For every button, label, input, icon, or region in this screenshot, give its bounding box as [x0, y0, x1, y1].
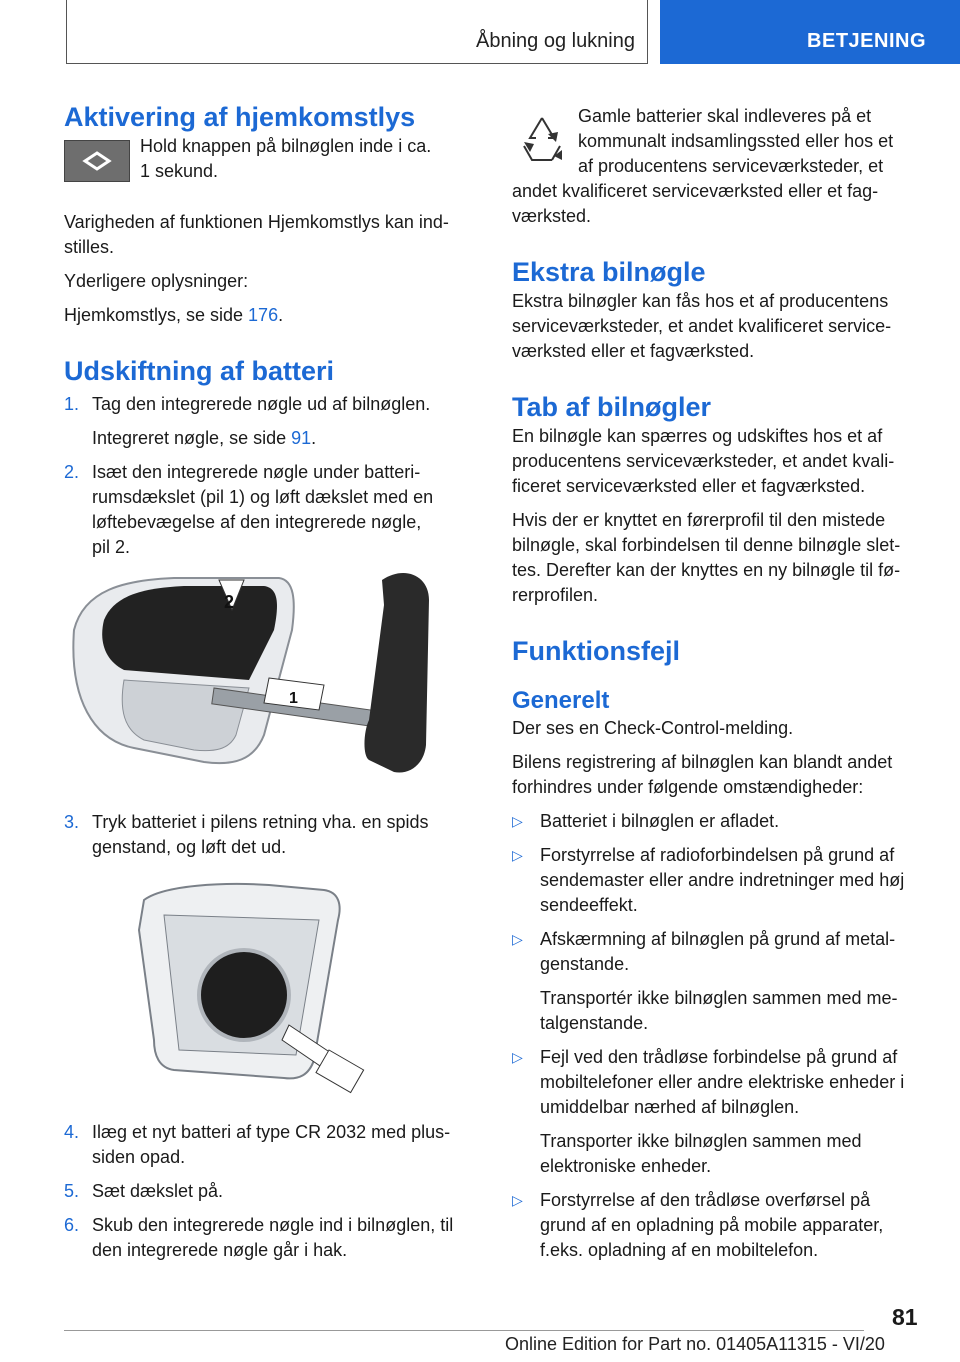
- step-6: 6. Skub den integrerede nøgle ind i bilnøglen, til den integrerede nøgle går i hak.: [64, 1215, 454, 1260]
- heading-udskiftning: Udskiftning af batteri: [64, 356, 335, 386]
- paragraph-duration-2: stilles.: [64, 237, 115, 257]
- triangle-bullet-icon: ▷: [512, 847, 523, 863]
- cause-2: ▷ Forstyrrelse af radioforbindelsen på grund af sendemaster eller andre indretninger med høj sendeeffekt.: [512, 845, 905, 915]
- triangle-bullet-icon: ▷: [512, 813, 523, 829]
- header-chapter-title: BETJENING: [807, 30, 926, 52]
- figure-battery: [64, 860, 482, 1120]
- steps-list: [64, 392, 482, 1263]
- heading-hjemkomstlys: Aktivering af hjemkomstlys: [64, 102, 416, 132]
- triangle-bullet-icon: ▷: [512, 931, 523, 947]
- key-opening-illustration: [64, 560, 482, 810]
- key-button-instruction: [64, 134, 482, 210]
- battery-illustration: [64, 860, 482, 1120]
- button-text-line-2: 1 sekund.: [140, 161, 219, 181]
- step-4: 4. Ilæg et nyt batteri af type CR 2032 med plus- siden opad.: [64, 1122, 451, 1167]
- footer-divider: [64, 1330, 864, 1331]
- cause-1: ▷ Batteriet i bilnøglen er afladet.: [512, 809, 930, 834]
- cause-5: ▷ Forstyrrelse af den trådløse overførsel på grund af en opladning på mobile apparater, f.eks. opladning af en mobiltelefon.: [512, 1190, 884, 1260]
- heading-ekstra-bilnoegle: Ekstra bilnøgle: [512, 257, 706, 287]
- causes-list: [512, 809, 930, 1263]
- cause-3: ▷ Afskærmning af bilnøglen på grund af metal- genstande. Transportér ikke bilnøglen sammen med me- talgenstande.: [512, 929, 898, 1033]
- step-1: 1. Tag den integrerede nøgle ud af bilnøglen. Integreret nøgle, se side 91.: [64, 392, 482, 451]
- heading-funktionsfejl: Funktionsfejl: [512, 636, 680, 666]
- footer-edition: Online Edition for Part no. 01405A11315 - VI/20: [505, 1334, 885, 1354]
- recycle-icon: [514, 112, 570, 168]
- paragraph-more-info: Yderligere oplysninger:: [64, 271, 249, 291]
- right-column: Gamle batterier skal indleveres på et kommunalt indsamlingssted eller hos et af producentens serviceværksteder, et andet kvalificeret serviceværksted eller et fag- værksted. Ekstra bilnøgle Ekstra bilnøgler kan fås hos et af producentens serviceværksteder, et andet kvalificeret service- værksted eller et fagværksted. Tab af bilnøgler En bilnøgle kan spærres og udskiftes hos et af producentens serviceværksteder, et andet kvali- ficeret serviceværksted eller et fagværksted. Hvis der er knyttet en førerprofil til den mistede bilnøgle, skal forbindelsen til denne bilnøgle slet- tes. Derefter kan der knyttes en ny bilnøgle til fø- rerprofilen. Funktionsfejl Generelt Der ses en Check-Control-melding. Bilens registrering af bilnøglen kan blandt andet forhindres under følgende omstændigheder: ▷ Batteriet i bilnøglen er afladet. ▷ Forstyrrelse af radioforbindelsen på grund af sendemaster eller andre indretninger med høj sendeeffekt. ▷ Afskærmning af bilnøglen på grund af metal- genstande. Transportér ikke bilnøglen sammen med me- talgenstande. ▷ Fejl ved den trådløse forbindelse på grund af mobiltelefoner eller andre elektriske enheder i umiddelbar nærhed af bilnøglen. Transporter ikke bilnøglen sammen med elektroniske enheder. ▷ Forstyrrelse af den trådløse overførsel på grund af en opladning på mobile apparater, f.eks. opladning af en mobiltelefon.: [512, 104, 930, 1263]
- figure-label-2: 2: [224, 592, 235, 612]
- triangle-bullet-icon: ▷: [512, 1049, 523, 1065]
- page-number: 81: [892, 1304, 918, 1330]
- recycle-note: Gamle batterier skal indleveres på et kommunalt indsamlingssted eller hos et af producentens serviceværksteder, et andet kvalificeret serviceværksted eller et fag- værksted.: [512, 106, 894, 226]
- header-section-box: [66, 0, 648, 64]
- heading-generelt: Generelt: [512, 687, 610, 714]
- left-column: [64, 100, 482, 1263]
- cause-4: ▷ Fejl ved den trådløse forbindelse på grund af mobiltelefoner eller andre elektriske enheder i umiddelbar nærhed af bilnøglen. Transporter ikke bilnøglen sammen med elektroniske enheder.: [512, 1047, 905, 1176]
- header-section-title: Åbning og lukning: [475, 30, 635, 52]
- figure-label-1: 1: [289, 690, 298, 707]
- step-3: 3. Tryk batteriet i pilens retning vha. en spids genstand, og løft det ud.: [64, 812, 429, 857]
- heading-tab-af-bilnoegler: Tab af bilnøgler: [512, 392, 712, 422]
- step-1-note: Integreret nøgle, se side 91.: [92, 428, 317, 448]
- paragraph-duration-1: Varigheden af funktionen Hjemkomstlys kan ind-: [64, 212, 449, 232]
- paragraph-reference: Hjemkomstlys, se side 176.: [64, 305, 284, 325]
- step-2: 2. Isæt den integrerede nøgle under batteri- rumsdækslet (pil 1) og løft dækslet med en løftebevægelse af den integrerede nøgle, pil 2.: [64, 462, 434, 557]
- triangle-bullet-icon: ▷: [512, 1192, 523, 1208]
- figure-key-opening: [64, 560, 482, 810]
- diamond-icon: [65, 141, 129, 181]
- header-chapter-tab: [660, 0, 960, 64]
- step-5: 5. Sæt dækslet på.: [64, 1181, 224, 1201]
- page-link-91[interactable]: 91: [291, 428, 312, 448]
- key-button-image: [64, 140, 130, 182]
- button-text-line-1: Hold knappen på bilnøglen inde i ca.: [140, 136, 432, 156]
- page-link-176[interactable]: 176: [248, 305, 279, 325]
